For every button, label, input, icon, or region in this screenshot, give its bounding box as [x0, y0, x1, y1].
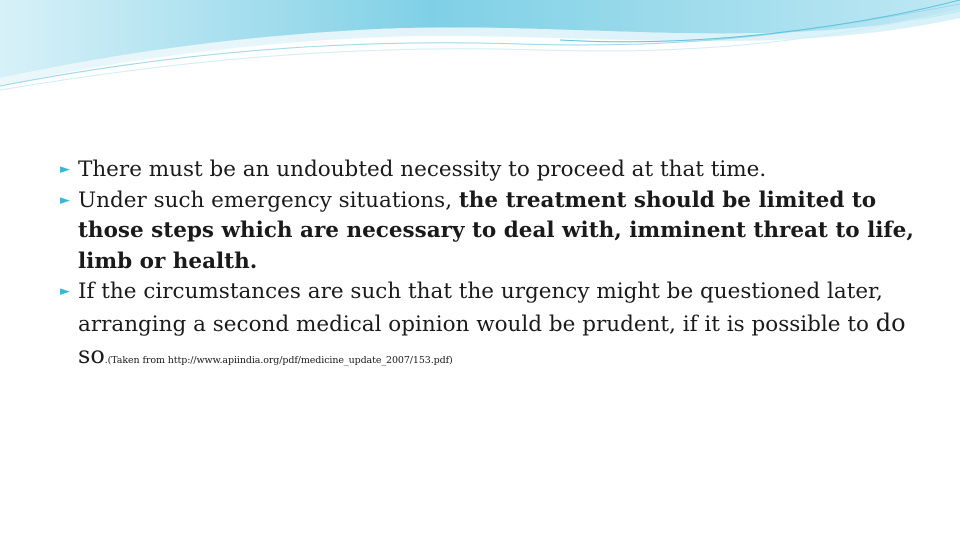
arrow-bullet-icon: ► — [60, 192, 70, 208]
bullet-list — [60, 155, 920, 377]
arrow-bullet-icon: ► — [60, 162, 70, 177]
bullet-text-bold: the treatment should be limited to those steps which are necessary to deal with, imminent threat to life, limb or health. — [78, 187, 914, 274]
bullet-text: If the circumstances are such that the urgency might be questioned later, arranging a second medical opinion would be prudent, if it is possible to — [78, 279, 883, 337]
header-wave-decoration — [0, 0, 960, 110]
bullet-text: There must be an undoubted necessity to proceed at that time. — [78, 157, 767, 182]
bullet-text: Under such emergency situations, — [78, 187, 459, 213]
bullet-item-1 — [60, 155, 920, 186]
arrow-bullet-icon: ► — [60, 284, 70, 299]
bullet-text-large: do so — [78, 308, 906, 369]
citation-text: .(Taken from http://www.apiindia.org/pdf/medicine_update_2007/153.pdf) — [104, 355, 453, 366]
bullet-item-3 — [60, 277, 920, 377]
bullet-item-2 — [60, 186, 920, 278]
